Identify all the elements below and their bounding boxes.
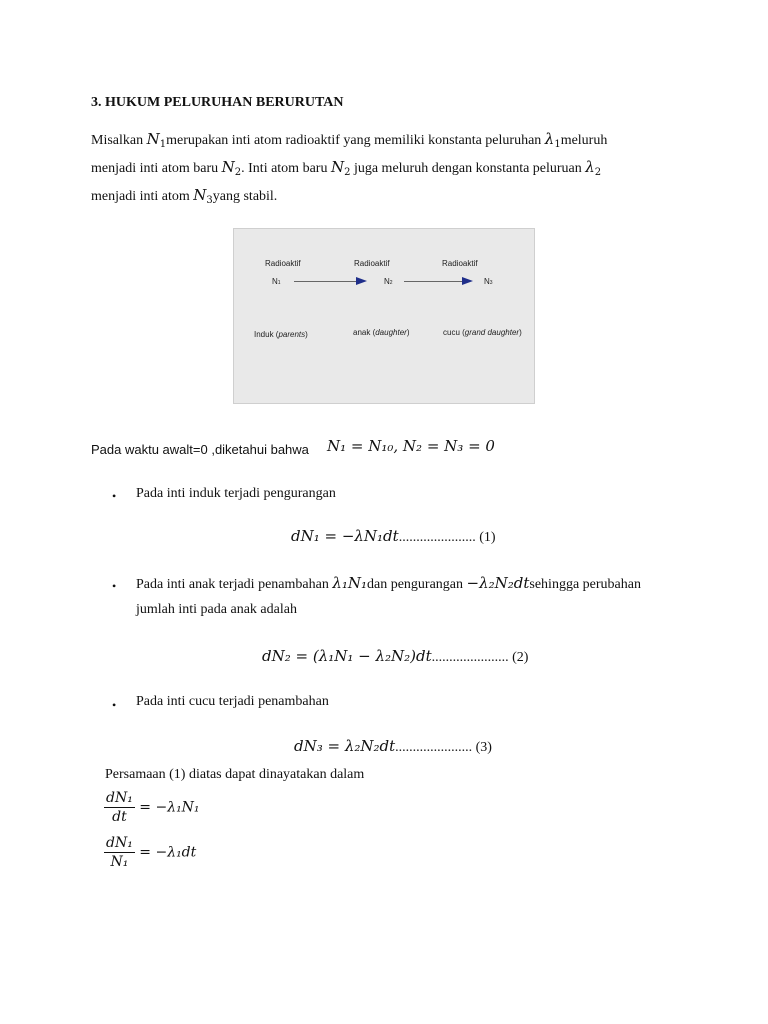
bullet-2-term-1: λ₁N₁ <box>332 574 367 592</box>
intro-text: menjadi inti atom baru <box>91 161 222 176</box>
equation-3-number: (3) <box>472 740 492 755</box>
bullet-2-text: dan pengurangan <box>367 577 467 592</box>
intro-text: menjadi inti atom <box>91 189 194 204</box>
intro-line-1 <box>91 130 607 150</box>
arrow-head-1-icon <box>356 277 367 285</box>
bullet-2-line-1 <box>136 574 641 593</box>
bullet-icon: • <box>112 489 117 503</box>
bullet-2-text: sehingga perubahan <box>529 577 641 592</box>
intro-line-3 <box>91 186 277 206</box>
equation-2-expression: dN₂ = (λ₁N₁ − λ₂N₂)dt <box>262 647 432 665</box>
initial-conditions-text: Pada waktu awalt=0 ,diketahui bahwa <box>91 442 309 457</box>
bullet-3-text: Pada inti cucu terjadi penambahan <box>136 694 329 709</box>
intro-text: juga meluruh dengan konstanta peluruan <box>350 161 586 176</box>
figure-role-parents: Induk (parents) <box>254 330 308 339</box>
symbol-lambda1: $\lambda_1$ <box>544 130 561 150</box>
equation-4-numerator: dN₁ <box>106 790 133 806</box>
initial-conditions-equation: N₁ = N₁₀, N₂ = N₃ = 0 <box>327 437 495 455</box>
equation-1-expression: dN₁ = −λN₁dt <box>291 527 399 545</box>
symbol-n2: $N_2$ <box>221 158 242 178</box>
figure-node-n1: N1 <box>272 277 281 286</box>
equation-5-numerator: dN₁ <box>106 835 133 851</box>
equation-1-number: (1) <box>475 530 496 545</box>
bullet-2-text: Pada inti anak terjadi penambahan <box>136 577 333 592</box>
equation-3-dots: ...................... <box>395 740 473 755</box>
equation-4-denominator: dt <box>112 809 127 825</box>
equation-5-fraction <box>104 835 135 870</box>
figure-label-radioaktif-1: Radioaktif <box>265 259 301 268</box>
symbol-n1: $N_1$ <box>146 130 167 150</box>
equation-4 <box>104 790 200 825</box>
figure-role-grand-daughter: cucu (grand daughter) <box>443 328 522 337</box>
arrow-line-2 <box>404 281 462 282</box>
arrow-head-2-icon <box>462 277 473 285</box>
figure-node-n2: N2 <box>384 277 393 286</box>
intro-text: Misalkan <box>91 133 147 148</box>
bullet-2-term-2: −λ₂N₂dt <box>466 574 530 592</box>
intro-text: yang stabil. <box>212 189 278 204</box>
intro-text: merupakan inti atom radioaktif yang memiliki konstanta peluruhan <box>166 133 545 148</box>
figure-label-radioaktif-2: Radioaktif <box>354 259 390 268</box>
bullet-1-text: Pada inti induk terjadi pengurangan <box>136 486 336 501</box>
figure-role-daughter: anak (daughter) <box>353 328 410 337</box>
symbol-n2: $N_2$ <box>330 158 351 178</box>
persamaan-text: Persamaan (1) diatas dapat dinayatakan dalam <box>105 767 365 782</box>
bullet-icon: • <box>112 698 117 712</box>
figure-label-radioaktif-3: Radioaktif <box>442 259 478 268</box>
intro-text: . Inti atom baru <box>241 161 331 176</box>
decay-chain-figure <box>233 228 535 404</box>
figure-node-n3: N3 <box>484 277 493 286</box>
section-heading: 3. HUKUM PELURUHAN BERURUTAN <box>91 95 344 110</box>
bullet-icon: • <box>112 579 117 593</box>
equation-5-rhs: = −λ₁dt <box>139 844 197 861</box>
equation-4-fraction <box>104 790 135 825</box>
equation-2 <box>262 647 528 666</box>
equation-2-dots: ...................... <box>431 650 509 665</box>
equation-3 <box>294 737 492 756</box>
equation-2-number: (2) <box>508 650 529 665</box>
symbol-lambda2: $\lambda_2$ <box>585 158 602 178</box>
intro-text: meluruh <box>560 133 608 148</box>
intro-line-2 <box>91 158 601 178</box>
arrow-line-1 <box>294 281 356 282</box>
equation-1-dots: ...................... <box>398 530 476 545</box>
equation-3-expression: dN₃ = λ₂N₂dt <box>294 737 396 755</box>
symbol-n3: $N_3$ <box>193 186 213 206</box>
equation-1 <box>291 527 496 546</box>
bullet-2-line-2: jumlah inti pada anak adalah <box>136 602 297 617</box>
equation-4-rhs: = −λ₁N₁ <box>139 799 200 816</box>
equation-5 <box>104 835 196 870</box>
equation-5-denominator: N₁ <box>110 854 129 870</box>
